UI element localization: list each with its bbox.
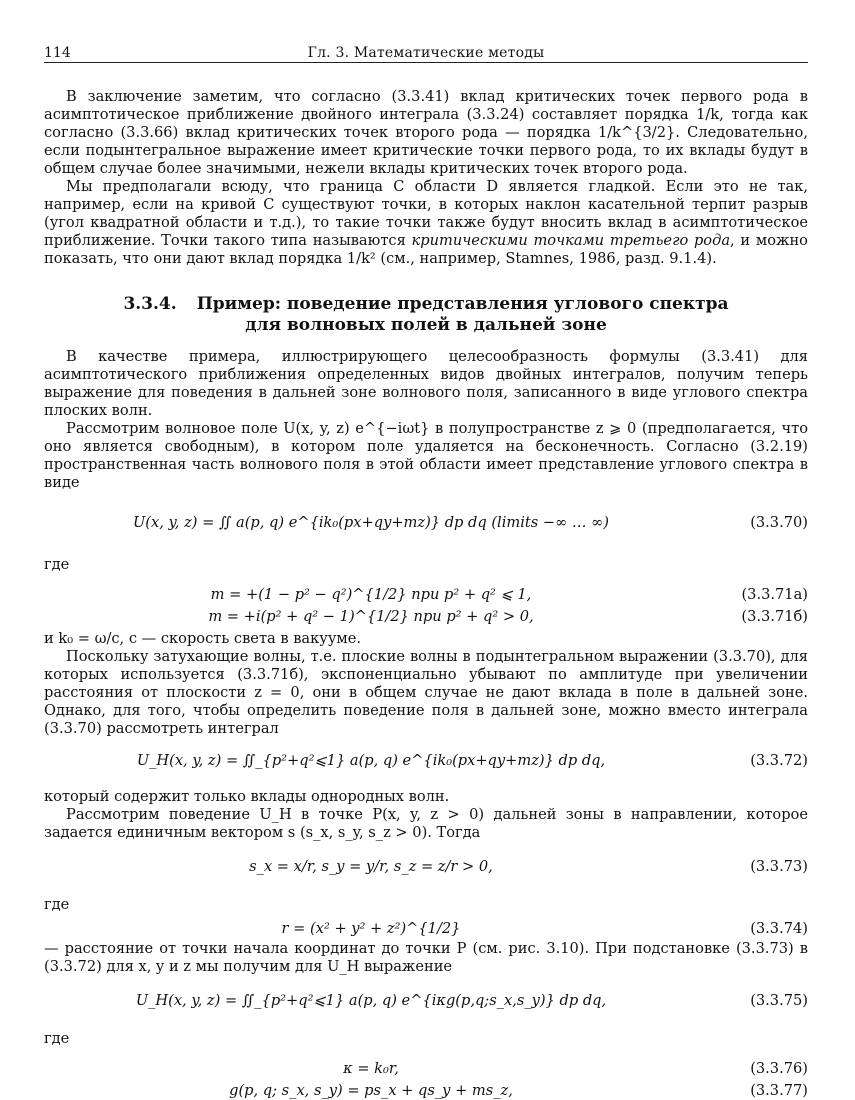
- paragraph-distance: — расстояние от точки начала координат до точки P (см. рис. 3.10). При подстановке (3.3.73) в (3.3.72) для x, y и z мы получим для U_H выражение: [44, 940, 808, 975]
- equation-formula: U_H(x, y, z) = ∬_{p²+q²⩽1} a(p, q) e^{ik₀(px+qy+mz)} dp dq,: [136, 752, 606, 769]
- equation-number: (3.3.73): [750, 858, 808, 875]
- section-heading: [44, 294, 808, 336]
- section-title-line2: для волновых полей в дальней зоне: [245, 315, 607, 335]
- running-title: Гл. 3. Математические методы: [307, 45, 545, 61]
- equation-3-3-71a: [44, 582, 808, 604]
- equation-formula: r = (x² + y² + z²)^{1/2}: [281, 920, 461, 937]
- page-body: [44, 88, 808, 1100]
- equation-3-3-72: [44, 738, 808, 788]
- equation-number: (3.3.72): [750, 752, 808, 769]
- paragraph-wave-field: Рассмотрим волновое поле U(x, y, z) e^{−iωt} в полупространстве z ⩾ 0 (предполагается, что оно является свободным), в котором поле удаляется на бесконечность. Согласно (3.2.19) пространственная часть волнового поля в этой области имеет представление углового спектра в виде: [44, 420, 808, 491]
- equation-3-3-76: [44, 1056, 808, 1078]
- paragraph-k0-def: и k₀ = ω/c, c — скорость света в вакууме.: [44, 630, 362, 647]
- equation-3-3-71b: [44, 604, 808, 630]
- paragraph-where-2: где: [44, 896, 70, 913]
- paragraph-conclusion: В заключение заметим, что согласно (3.3.41) вклад критических точек первого рода в асимптотическое приближение двойного интеграла (3.3.24) составляет порядка 1/k, тогда как согласно (3.3.66) вклад критических точек второго рода — порядка 1/k^{3/2}. Следовательно, если подынтегральное выражение имеет критические точки первого рода, то их вклады будут в общем случае более значимыми, нежели вклады критических точек второго рода.: [44, 88, 808, 177]
- paragraph-boundary: Мы предполагали всюду, что граница C области D является гладкой. Если это не так, например, если на кривой C существуют точки, в которых наклон касательной терпит разрыв (угол квадратной области и т.д.), то такие точки также будут вносить вклад в асимптотическое приближение. Точки такого типа называются критическими точками третьего рода, и можно показать, что они дают вклад порядка 1/k² (см., например, Stamnes, 1986, разд. 9.1.4).: [44, 178, 808, 267]
- equation-3-3-73: [44, 842, 808, 896]
- paragraph-homogeneous: который содержит только вклады однородных волн.: [44, 788, 450, 805]
- equation-number: (3.3.75): [750, 992, 808, 1009]
- paragraph-where: где: [44, 556, 70, 573]
- equation-formula: κ = k₀r,: [343, 1060, 399, 1077]
- equation-number: (3.3.77): [750, 1082, 808, 1099]
- section-title-line1: Пример: поведение представления углового спектра: [196, 294, 729, 314]
- paragraph-example-intro: В качестве примера, иллюстрирующего целесообразность формулы (3.3.41) для асимптотического приближения определенных видов двойных интегралов, получим теперь выражение для поведения в дальней зоне волнового поля, записанного в виде углового спектра плоских волн.: [44, 348, 808, 419]
- term-third-kind-points: критическими точками третьего рода: [411, 232, 731, 249]
- equation-3-3-70: [44, 492, 808, 556]
- equation-3-3-74: [44, 916, 808, 940]
- paragraph-where-3: где: [44, 1030, 70, 1047]
- equation-3-3-75: [44, 976, 808, 1030]
- section-number: 3.3.4.: [123, 294, 177, 314]
- equation-3-3-77: [44, 1078, 808, 1100]
- equation-formula: m = +(1 − p² − q²)^{1/2} при p² + q² ⩽ 1,: [210, 586, 532, 603]
- page-number: 114: [44, 45, 71, 61]
- equation-number: (3.3.71а): [741, 586, 808, 603]
- paragraph-evanescent: Поскольку затухающие волны, т.е. плоские волны в подынтегральном выражении (3.3.70), для которых используется (3.3.71б), экспоненциально убывают по амплитуде при увеличении расстояния от плоскости z = 0, они в общем случае не дают вклада в поле в дальней зоне. Однако, для того, чтобы определить поведение поля в дальней зоне, можно вместо интеграла (3.3.70) рассмотреть интеграл: [44, 648, 808, 737]
- paragraph-far-zone-point: Рассмотрим поведение U_H в точке P(x, y, z > 0) дальней зоны в направлении, которое задается единичным вектором s (s_x, s_y, s_z > 0). Тогда: [44, 806, 808, 841]
- equation-number: (3.3.70): [750, 514, 808, 531]
- equation-number: (3.3.71б): [741, 608, 808, 625]
- equation-formula: g(p, q; s_x, s_y) = ps_x + qs_y + ms_z,: [229, 1082, 513, 1099]
- equation-number: (3.3.74): [750, 920, 808, 937]
- equation-formula: U(x, y, z) = ∬ a(p, q) e^{ik₀(px+qy+mz)} dp dq (limits −∞ … ∞): [133, 514, 609, 531]
- equation-number: (3.3.76): [750, 1060, 808, 1077]
- equation-formula: s_x = x/r, s_y = y/r, s_z = z/r > 0,: [249, 858, 493, 875]
- equation-formula: m = +i(p² + q² − 1)^{1/2} при p² + q² > 0,: [208, 608, 534, 625]
- page-header: [44, 42, 808, 63]
- equation-formula: U_H(x, y, z) = ∬_{p²+q²⩽1} a(p, q) e^{iκg(p,q;s_x,s_y)} dp dq,: [135, 992, 607, 1009]
